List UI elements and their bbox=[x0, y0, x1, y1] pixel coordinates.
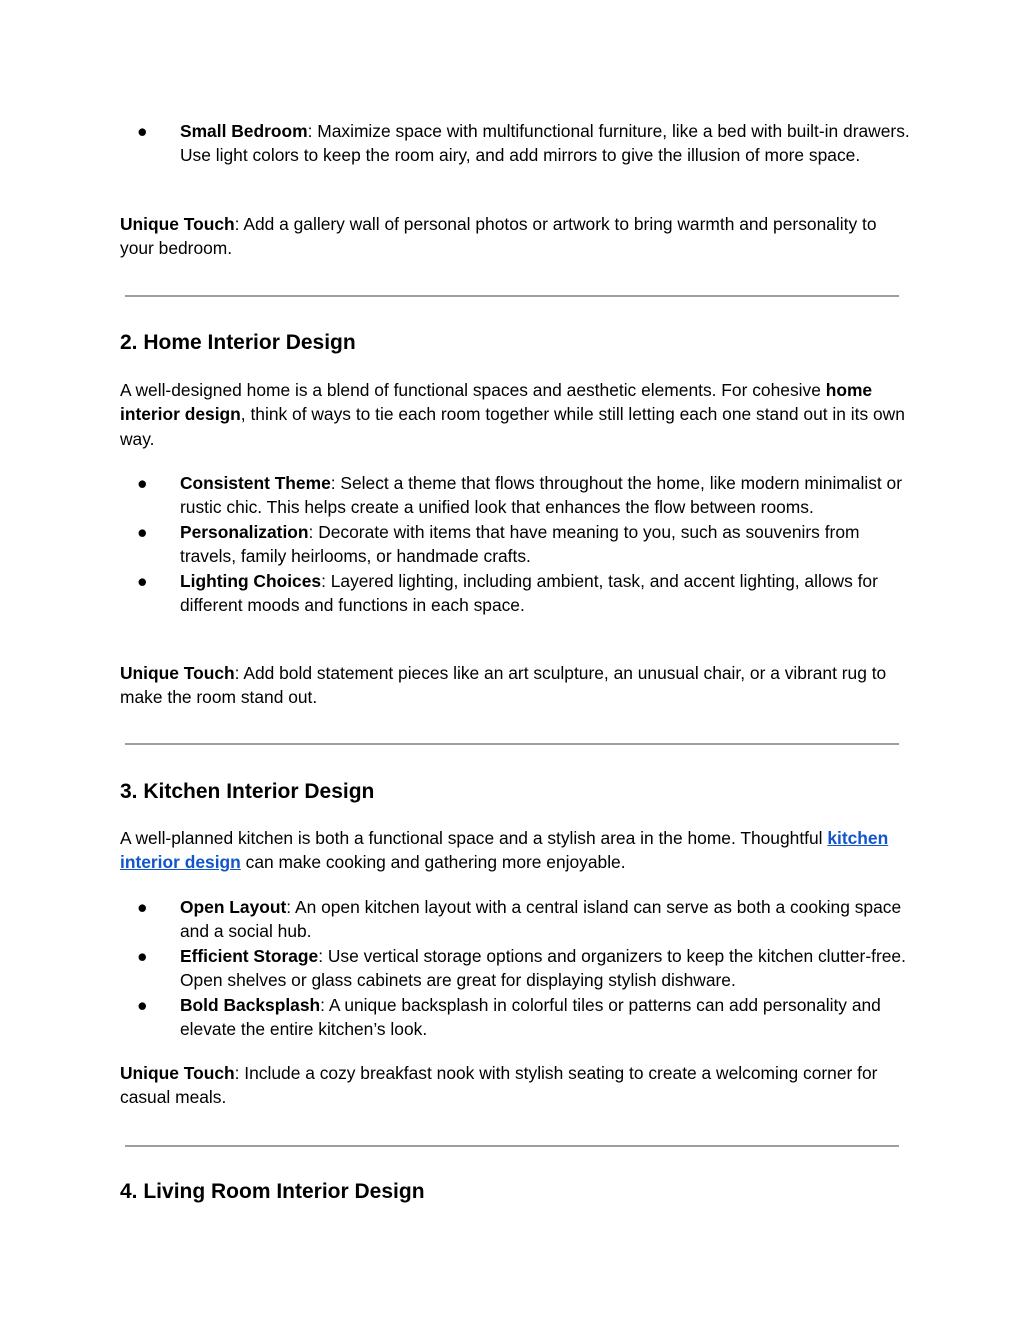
list-item-text: : Select a theme that flows throughout the home, like modern minimalist or rustic chic. This helps create a unified look that enhances the flow between rooms. bbox=[180, 473, 903, 518]
home-unique-touch bbox=[120, 661, 910, 710]
section-heading-home: 2. Home Interior Design bbox=[120, 331, 356, 354]
bullet-icon: ● bbox=[137, 570, 148, 591]
list-item bbox=[120, 993, 910, 1042]
section-divider bbox=[125, 295, 899, 297]
unique-touch-text: : Include a cozy breakfast nook with stylish seating to create a welcoming corner for casual meals. bbox=[120, 1063, 878, 1108]
unique-touch-label: Unique Touch bbox=[120, 1063, 235, 1083]
intro-bold: home interior design bbox=[120, 380, 873, 425]
list-item-term: Bold Backsplash bbox=[180, 994, 321, 1015]
home-intro bbox=[120, 378, 910, 451]
intro-text: A well-designed home is a blend of functional spaces and aesthetic elements. For cohesive bbox=[120, 380, 826, 400]
bedroom-unique-touch bbox=[120, 212, 910, 261]
section-divider bbox=[125, 743, 899, 745]
bullet-icon: ● bbox=[137, 897, 148, 917]
kitchen-list bbox=[120, 895, 910, 1041]
bullet-icon: ● bbox=[137, 994, 148, 1015]
list-item bbox=[120, 520, 910, 569]
intro-text-end: can make cooking and gathering more enjoyable. bbox=[240, 852, 626, 873]
list-item bbox=[120, 895, 910, 944]
list-item bbox=[120, 471, 910, 520]
bullet-icon: ● bbox=[137, 521, 148, 542]
section-heading-kitchen: 3. Kitchen Interior Design bbox=[120, 780, 375, 803]
intro-text: A well-planned kitchen is both a functional space and a stylish area in the home. Thoughtful bbox=[120, 828, 828, 848]
intro-text-end: , think of ways to tie each room together while still letting each one stand out in its own way. bbox=[120, 404, 905, 449]
section-divider bbox=[125, 1145, 899, 1147]
list-item-text: : A unique backsplash in colorful tiles or patterns can add personality and elevate the entire kitchen’s look. bbox=[180, 994, 881, 1040]
list-item bbox=[120, 944, 910, 993]
list-item-term: Consistent Theme bbox=[180, 473, 331, 493]
bullet-icon: ● bbox=[137, 121, 148, 141]
bullet-icon: ● bbox=[137, 473, 148, 493]
list-item-text: : Decorate with items that have meaning to you, such as souvenirs from travels, family heirlooms, or handmade crafts. bbox=[180, 521, 860, 567]
list-item-term: Personalization bbox=[180, 521, 309, 542]
kitchen-unique-touch bbox=[120, 1061, 910, 1110]
unique-touch-label: Unique Touch bbox=[120, 663, 235, 683]
kitchen-interior-design-link[interactable]: kitchen interior design bbox=[120, 828, 889, 873]
kitchen-intro bbox=[120, 826, 910, 875]
list-item-term: Open Layout bbox=[180, 897, 287, 917]
unique-touch-text: : Add bold statement pieces like an art sculpture, an unusual chair, or a vibrant rug to make the room stand out. bbox=[120, 663, 887, 708]
home-list bbox=[120, 471, 910, 617]
unique-touch-label: Unique Touch bbox=[120, 214, 235, 234]
bullet-icon: ● bbox=[137, 945, 148, 966]
list-item bbox=[120, 569, 910, 618]
list-item-text: : An open kitchen layout with a central island can serve as both a cooking space and a social hub. bbox=[180, 897, 902, 942]
list-item-text: : Use vertical storage options and organizers to keep the kitchen clutter-free. Open shelves or glass cabinets are great for displaying stylish dishware. bbox=[180, 945, 906, 991]
unique-touch-text: : Add a gallery wall of personal photos or artwork to bring warmth and personality to your bedroom. bbox=[120, 214, 877, 259]
list-item-text: : Layered lighting, including ambient, task, and accent lighting, allows for different moods and functions in each space. bbox=[180, 570, 878, 616]
section-heading-living-room: 4. Living Room Interior Design bbox=[120, 1180, 425, 1203]
list-item-text: : Maximize space with multifunctional furniture, like a bed with built-in drawers. Use light colors to keep the room airy, and add mirrors to give the illusion of more space. bbox=[180, 121, 910, 166]
list-item bbox=[120, 119, 910, 168]
list-item-term: Efficient Storage bbox=[180, 945, 319, 966]
bedroom-list bbox=[120, 119, 910, 168]
list-item-term: Lighting Choices bbox=[180, 570, 322, 591]
list-item-term: Small Bedroom bbox=[180, 121, 308, 141]
